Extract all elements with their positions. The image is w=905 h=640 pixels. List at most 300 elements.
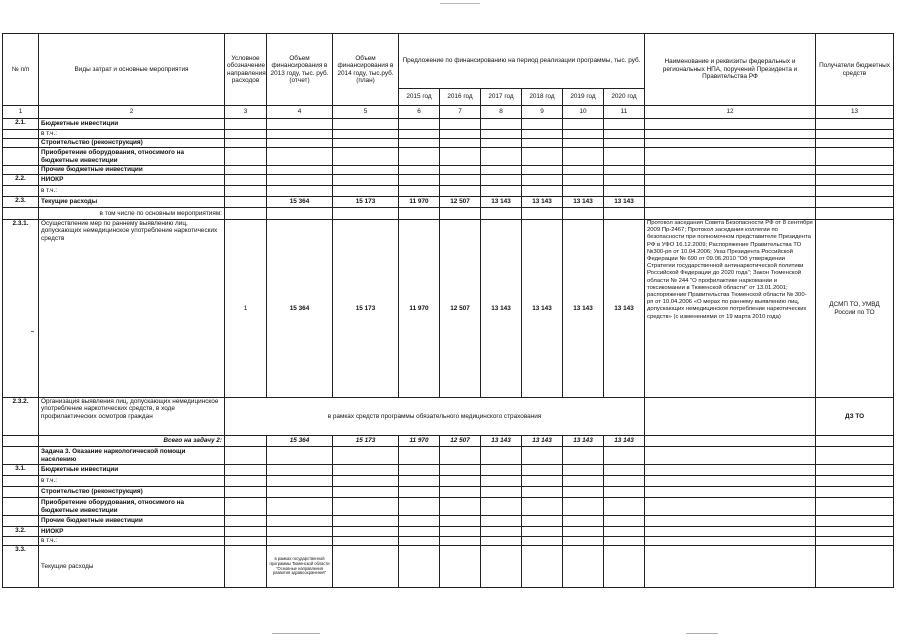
- value-year: [522, 516, 563, 527]
- header-year: 2018 год: [522, 89, 563, 106]
- value-year: [604, 119, 645, 130]
- recipients-cell: [816, 498, 894, 516]
- value-year: [440, 487, 481, 498]
- value-2014: [333, 139, 399, 148]
- value-year: [522, 498, 563, 516]
- col-number: 1: [3, 106, 39, 119]
- code-cell: [225, 436, 267, 447]
- scope-note: в рамках государственной программы Тюменской области "Основные направления развития здравоохранения": [267, 546, 333, 588]
- col-number: 8: [481, 106, 522, 119]
- value-year: [604, 487, 645, 498]
- scan-artifact: [440, 3, 480, 4]
- value-2013: [267, 537, 333, 546]
- recipients-cell: [816, 465, 894, 476]
- row-number: 2.3.: [3, 197, 39, 208]
- value-2014: [333, 498, 399, 516]
- value-year: [399, 119, 440, 130]
- value-year: [522, 487, 563, 498]
- col-number: 11: [604, 106, 645, 119]
- value-year: [440, 498, 481, 516]
- value-year: [440, 166, 481, 175]
- row-number: 3.1.: [3, 465, 39, 476]
- table-row: [3, 186, 894, 197]
- code-cell: [225, 487, 267, 498]
- row-number: 2.1.: [3, 119, 39, 130]
- value-year: 11 970: [399, 197, 440, 208]
- value-year: [563, 447, 604, 465]
- code-cell: [225, 139, 267, 148]
- value-year: [604, 148, 645, 166]
- value-year: [399, 537, 440, 546]
- table-row: [3, 527, 894, 537]
- value-2014: 15 173: [333, 220, 399, 398]
- value-2013: [267, 447, 333, 465]
- value-year: [399, 476, 440, 487]
- row-title: Текущие расходы: [39, 546, 225, 588]
- acts-cell: [645, 197, 816, 208]
- row-title: Прочие бюджетные инвестиции: [39, 166, 225, 175]
- row-number: [3, 476, 39, 487]
- col-number: 4: [267, 106, 333, 119]
- row-title: в том числе по основным мероприятиям:: [39, 208, 225, 220]
- value-year: [440, 130, 481, 139]
- value-2013: [267, 527, 333, 537]
- code-cell: [225, 208, 267, 220]
- code-cell: [225, 130, 267, 139]
- row-number: 2.3.2.: [3, 398, 39, 436]
- value-2014: [333, 148, 399, 166]
- table-row: [3, 130, 894, 139]
- value-year: [522, 208, 563, 220]
- value-year: 13 143: [481, 436, 522, 447]
- row-title: Прочие бюджетные инвестиции: [39, 516, 225, 527]
- row-title: Строительство (реконструкция): [39, 139, 225, 148]
- value-year: [522, 175, 563, 186]
- value-year: [522, 527, 563, 537]
- recipients-cell: [816, 527, 894, 537]
- row-title: Бюджетные инвестиции: [39, 119, 225, 130]
- header-year: 2017 год: [481, 89, 522, 106]
- value-2013: [267, 139, 333, 148]
- acts-cell: [645, 148, 816, 166]
- value-year: 12 507: [440, 197, 481, 208]
- code-cell: [225, 527, 267, 537]
- acts-cell: [645, 527, 816, 537]
- value-year: [563, 516, 604, 527]
- acts-cell: [645, 487, 816, 498]
- row-title: НИОКР: [39, 175, 225, 186]
- col-number: 5: [333, 106, 399, 119]
- value-year: [522, 186, 563, 197]
- recipients-cell: [816, 166, 894, 175]
- acts-cell: [645, 175, 816, 186]
- row-number: [3, 139, 39, 148]
- value-2013: [267, 487, 333, 498]
- value-year: [604, 130, 645, 139]
- value-year: [563, 546, 604, 588]
- code-cell: [225, 465, 267, 476]
- value-year: [440, 527, 481, 537]
- budget-table: [2, 33, 894, 588]
- value-year: [522, 119, 563, 130]
- table-row: [3, 166, 894, 175]
- value-year: [563, 465, 604, 476]
- value-year: [604, 516, 645, 527]
- code-cell: [225, 119, 267, 130]
- value-year: [563, 208, 604, 220]
- value-2013: [267, 166, 333, 175]
- recipients-cell: ДЗ ТО: [816, 398, 894, 436]
- value-2014: [333, 537, 399, 546]
- value-year: [604, 465, 645, 476]
- acts-cell: [645, 476, 816, 487]
- row-title: Осуществление мер по раннему выявлению лиц, допускающих немедицинское употребление наркотических средств: [39, 220, 225, 398]
- value-year: [440, 186, 481, 197]
- header-year: 2019 год: [563, 89, 604, 106]
- column-numbers-row: [3, 106, 894, 119]
- acts-cell: Протокол заседания Совета Безопасности РФ от 8 сентября 2009 Пр-2467; Протокол заседания коллегии по безопасности при полномочном представителе Президента РФ в УФО 16.12.2009; Распоряжение Правительства ТО №300-рп от 10.04.2006; Указ Президента Российской Федерации № 690 от 09.06.2010 "Об утверждении Стратегии государственной антинаркотической политики Российской Федерации до 2020 года"; Закон Тюменской области № 244 "О профилактике наркомании и токсикомании в Тюменской области" от 13.01.2001; распоряжение Правительства Тюменской области № 300-рп от 10.04.2006 «О мерах по раннему выявлению лиц, допускающих немедицинское потребление наркотических средств» (с изменениями от 19 марта 2010 года): [645, 220, 816, 398]
- value-year: 13 143: [481, 220, 522, 398]
- acts-cell: [645, 436, 816, 447]
- row-number: 3.2.: [3, 527, 39, 537]
- col-number: 10: [563, 106, 604, 119]
- value-year: [604, 476, 645, 487]
- value-year: [399, 546, 440, 588]
- value-2014: [333, 487, 399, 498]
- value-2013: 15 364: [267, 220, 333, 398]
- acts-cell: [645, 465, 816, 476]
- row-number: [3, 130, 39, 139]
- header-row: [3, 34, 894, 89]
- recipients-cell: [816, 139, 894, 148]
- value-year: [481, 487, 522, 498]
- code-cell: [225, 148, 267, 166]
- value-2013: [267, 516, 333, 527]
- value-year: [481, 175, 522, 186]
- value-year: [399, 516, 440, 527]
- recipients-cell: [816, 119, 894, 130]
- row-number: 3.3.: [3, 546, 39, 588]
- value-2014: 15 173: [333, 197, 399, 208]
- value-2013: [267, 186, 333, 197]
- col-number: 9: [522, 106, 563, 119]
- value-year: [481, 208, 522, 220]
- acts-cell: [645, 166, 816, 175]
- value-year: 11 970: [399, 436, 440, 447]
- table-row: [3, 119, 894, 130]
- header-code: Условное обозначение направления расходов: [225, 34, 267, 106]
- value-2014: [333, 516, 399, 527]
- value-year: [522, 166, 563, 175]
- table-row: [3, 208, 894, 220]
- row-title: НИОКР: [39, 527, 225, 537]
- col-number: 7: [440, 106, 481, 119]
- row-number: [3, 537, 39, 546]
- code-cell: [225, 476, 267, 487]
- row-title: в т.ч.:: [39, 130, 225, 139]
- value-year: [399, 186, 440, 197]
- value-year: [399, 487, 440, 498]
- value-year: [563, 166, 604, 175]
- acts-cell: [645, 186, 816, 197]
- recipients-cell: [816, 208, 894, 220]
- value-year: 13 143: [522, 436, 563, 447]
- acts-cell: [645, 130, 816, 139]
- value-year: [604, 447, 645, 465]
- header-year: 2016 год: [440, 89, 481, 106]
- code-cell: 1: [225, 220, 267, 398]
- recipients-cell: [816, 476, 894, 487]
- code-cell: [225, 498, 267, 516]
- value-year: [522, 546, 563, 588]
- row-number: [3, 436, 39, 447]
- recipients-cell: ДСМП ТО, УМВД России по ТО: [816, 220, 894, 398]
- recipients-cell: [816, 130, 894, 139]
- value-year: [604, 546, 645, 588]
- value-year: 12 507: [440, 436, 481, 447]
- table-row: [3, 436, 894, 447]
- value-year: [440, 476, 481, 487]
- header-2014: Объем финансирования в 2014 году, тыс.руб. (план): [333, 34, 399, 106]
- table-row: [3, 537, 894, 546]
- recipients-cell: [816, 487, 894, 498]
- value-2013: 15 364: [267, 197, 333, 208]
- row-title: Организация выявления лиц, допускающих немедицинское употребление наркотических средств, в ходе профилактических осмотров граждан: [39, 398, 225, 436]
- value-year: [604, 175, 645, 186]
- header-name: Виды затрат и основные мероприятия: [39, 34, 225, 106]
- col-number: 6: [399, 106, 440, 119]
- row-title: Приобретение оборудования, относимого на бюджетные инвестиции: [39, 498, 225, 516]
- value-year: [481, 186, 522, 197]
- table-row: [3, 139, 894, 148]
- value-year: [481, 546, 522, 588]
- acts-cell: [645, 537, 816, 546]
- recipients-cell: [816, 436, 894, 447]
- value-year: [440, 208, 481, 220]
- value-year: [563, 119, 604, 130]
- row-title: Задача 3. Оказание наркологической помощи населению: [39, 447, 225, 465]
- header-recipients: Получатели бюджетных средств: [816, 34, 894, 106]
- value-year: [522, 465, 563, 476]
- row-number: [3, 148, 39, 166]
- col-number: 2: [39, 106, 225, 119]
- value-2013: [267, 476, 333, 487]
- value-year: [440, 175, 481, 186]
- value-year: [604, 139, 645, 148]
- value-year: [440, 465, 481, 476]
- value-year: [399, 166, 440, 175]
- value-year: 13 143: [563, 220, 604, 398]
- value-year: [440, 516, 481, 527]
- value-year: [440, 119, 481, 130]
- value-year: [399, 465, 440, 476]
- header-acts: Наименование и реквизиты федеральных и региональных НПА, поручений Президента и Правительства РФ: [645, 34, 816, 106]
- acts-cell: [645, 119, 816, 130]
- value-2013: [267, 175, 333, 186]
- scan-artifact: [272, 633, 320, 634]
- value-year: [399, 208, 440, 220]
- value-year: [563, 498, 604, 516]
- value-year: [399, 447, 440, 465]
- acts-cell: [645, 208, 816, 220]
- value-2014: [333, 208, 399, 220]
- value-year: [440, 447, 481, 465]
- value-year: [563, 139, 604, 148]
- table-row: [3, 498, 894, 516]
- value-2013: [267, 465, 333, 476]
- code-cell: [225, 175, 267, 186]
- header-year: 2015 год: [399, 89, 440, 106]
- acts-cell: [645, 546, 816, 588]
- table-row: [3, 516, 894, 527]
- row-number: [3, 186, 39, 197]
- value-year: 13 143: [563, 197, 604, 208]
- recipients-cell: [816, 537, 894, 546]
- table-row: [3, 487, 894, 498]
- value-2014: [333, 465, 399, 476]
- value-year: [522, 130, 563, 139]
- row-number: 2.3.1.: [3, 220, 39, 398]
- col-number: 12: [645, 106, 816, 119]
- table-row: [3, 447, 894, 465]
- table-row: [3, 476, 894, 487]
- row-number: [3, 516, 39, 527]
- value-2014: [333, 447, 399, 465]
- value-year: [563, 175, 604, 186]
- value-year: [522, 148, 563, 166]
- value-year: [481, 498, 522, 516]
- value-2014: [333, 166, 399, 175]
- row-title: в т.ч.:: [39, 537, 225, 546]
- row-number: [3, 447, 39, 465]
- row-title: Текущие расходы: [39, 197, 225, 208]
- value-year: [563, 527, 604, 537]
- header-num: № п/п: [3, 34, 39, 106]
- value-2014: [333, 175, 399, 186]
- value-year: [563, 487, 604, 498]
- value-year: [522, 476, 563, 487]
- value-year: [481, 166, 522, 175]
- value-year: [481, 139, 522, 148]
- value-year: [604, 186, 645, 197]
- value-year: 11 970: [399, 220, 440, 398]
- recipients-cell: [816, 546, 894, 588]
- value-2014: 15 173: [333, 436, 399, 447]
- value-year: 13 143: [563, 436, 604, 447]
- value-year: [481, 537, 522, 546]
- header-year: 2020 год: [604, 89, 645, 106]
- row-number: [3, 208, 39, 220]
- value-year: [604, 166, 645, 175]
- value-year: [604, 527, 645, 537]
- table-row: [3, 148, 894, 166]
- value-year: [399, 148, 440, 166]
- value-2013: [267, 208, 333, 220]
- value-year: [604, 208, 645, 220]
- value-year: 13 143: [604, 436, 645, 447]
- table-row: [3, 398, 894, 436]
- row-title: Всего на задачу 2:: [39, 436, 225, 447]
- row-title: Бюджетные инвестиции: [39, 465, 225, 476]
- acts-cell: [645, 516, 816, 527]
- value-year: [399, 175, 440, 186]
- col-number: 3: [225, 106, 267, 119]
- value-year: [399, 139, 440, 148]
- acts-cell: [645, 498, 816, 516]
- value-2014: [333, 476, 399, 487]
- code-cell: [225, 516, 267, 527]
- value-2013: [267, 119, 333, 130]
- table-row: [3, 197, 894, 208]
- code-cell: [225, 186, 267, 197]
- table-row: [3, 175, 894, 186]
- recipients-cell: [816, 197, 894, 208]
- value-2014: [333, 546, 399, 588]
- code-cell: [225, 166, 267, 175]
- value-year: 12 507: [440, 220, 481, 398]
- value-year: [481, 516, 522, 527]
- value-year: [481, 465, 522, 476]
- col-number: 13: [816, 106, 894, 119]
- row-title: Приобретение оборудования, относимого на бюджетные инвестиции: [39, 148, 225, 166]
- code-cell: [225, 447, 267, 465]
- value-year: [440, 139, 481, 148]
- value-year: [481, 148, 522, 166]
- acts-cell: [645, 447, 816, 465]
- value-year: [563, 476, 604, 487]
- acts-cell: [645, 139, 816, 148]
- value-year: [440, 148, 481, 166]
- value-2014: [333, 119, 399, 130]
- scan-artifact: [686, 633, 718, 634]
- value-2014: [333, 527, 399, 537]
- value-year: [440, 546, 481, 588]
- merged-note: в рамках средств программы обязательного медицинского страхования: [225, 398, 645, 436]
- row-title: Строительство (реконструкция): [39, 487, 225, 498]
- value-year: [399, 130, 440, 139]
- value-year: [563, 130, 604, 139]
- value-year: [522, 537, 563, 546]
- value-year: [522, 447, 563, 465]
- value-year: [563, 148, 604, 166]
- value-2014: [333, 186, 399, 197]
- recipients-cell: [816, 175, 894, 186]
- acts-cell: [645, 398, 816, 436]
- value-year: [481, 476, 522, 487]
- header-2013: Объем финансирования в 2013 году, тыс. руб. (отчет): [267, 34, 333, 106]
- table-row: [3, 546, 894, 588]
- value-2014: [333, 130, 399, 139]
- value-year: [481, 447, 522, 465]
- row-number: [3, 166, 39, 175]
- recipients-cell: [816, 447, 894, 465]
- value-year: 13 143: [522, 197, 563, 208]
- code-cell: [225, 197, 267, 208]
- value-year: [481, 119, 522, 130]
- value-2013: [267, 498, 333, 516]
- recipients-cell: [816, 148, 894, 166]
- value-year: [563, 186, 604, 197]
- value-year: [604, 537, 645, 546]
- row-number: 2.2.: [3, 175, 39, 186]
- value-year: [440, 537, 481, 546]
- row-title: в т.ч.:: [39, 186, 225, 197]
- value-year: 13 143: [604, 197, 645, 208]
- header-period: Предложение по финансированию на период реализации программы, тыс. руб.: [399, 34, 645, 89]
- row-number: [3, 498, 39, 516]
- table-row: [3, 220, 894, 398]
- value-year: [481, 130, 522, 139]
